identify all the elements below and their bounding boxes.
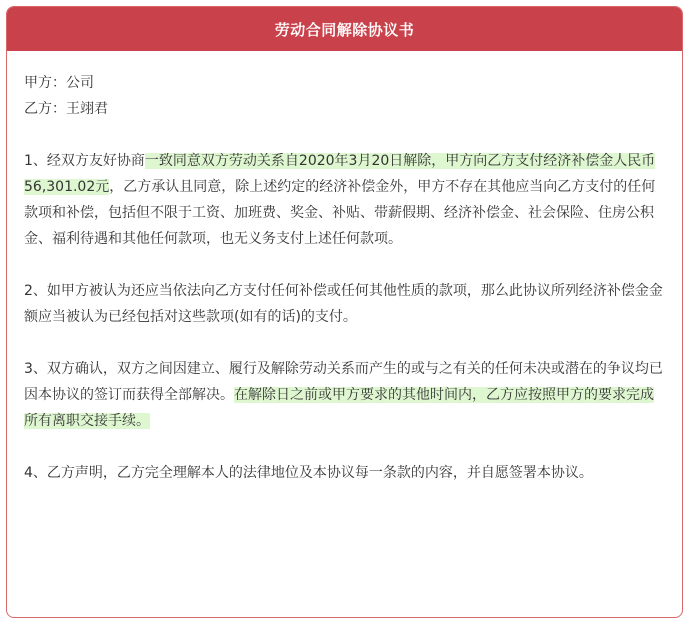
clause-3-text: 3、双方确认，双方之间因建立、履行及解除劳动关系而产生的或与之有关的任何未决或潜在的争议均已因本协议的签订而获得全部解决。 [24, 361, 663, 403]
party-a-line: 甲方：公司 [24, 75, 94, 91]
party-b-line: 乙方：王翊君 [24, 101, 108, 117]
clause-1-highlight: 一致同意双方劳动关系自2020年3月20日解除，甲方向乙方支付经济补偿金人民币56,301.02元 [24, 153, 656, 195]
clause-3 [24, 356, 665, 434]
agreement-body [7, 51, 682, 486]
clause-4 [24, 460, 665, 486]
clause-4-text: 4、乙方声明，乙方完全理解本人的法律地位及本协议每一条款的内容，并自愿签署本协议。 [24, 465, 593, 481]
clause-2-text: 2、如甲方被认为还应当依法向乙方支付任何补偿或任何其他性质的款项，那么此协议所列经济补偿金金额应当被认为已经包括对这些款项(如有的话)的支付。 [24, 283, 663, 325]
agreement-card [6, 6, 683, 618]
clause-2 [24, 278, 665, 330]
agreement-title: 劳动合同解除协议书 [7, 7, 682, 51]
clause-1-suffix: ，乙方承认且同意，除上述约定的经济补偿金外，甲方不存在其他应当向乙方支付的任何款项和补偿，包括但不限于工资、加班费、奖金、补贴、带薪假期、经济补偿金、社会保险、住房公积金、福利待遇和其他任何款项，也无义务支付上述任何款项。 [24, 179, 656, 247]
clause-1 [24, 148, 665, 252]
clause-1-prefix: 1、经双方友好协商 [24, 153, 145, 169]
clause-3-highlight: 在解除日之前或甲方要求的其他时间内，乙方应按照甲方的要求完成所有离职交接手续。 [24, 387, 654, 429]
